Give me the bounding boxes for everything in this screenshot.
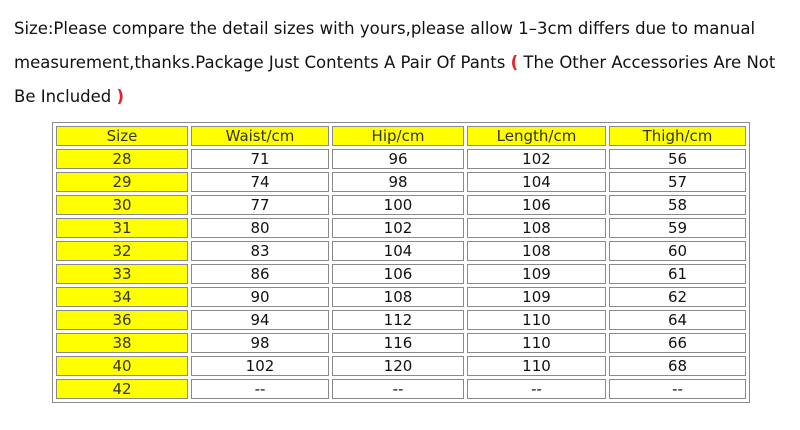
size-cell: 31 (56, 218, 188, 238)
header-waist: Waist/cm (191, 126, 329, 146)
table-row (56, 172, 746, 192)
length-cell: 108 (467, 218, 606, 238)
waist-cell: 90 (191, 287, 329, 307)
size-cell: 36 (56, 310, 188, 330)
size-cell: 40 (56, 356, 188, 376)
intro-main-text: Size:Please compare the detail sizes with yours,please allow 1–3cm differs due to manual measurement,thanks.Package Just Contents A Pair Of Pants (14, 19, 756, 72)
hip-cell: 102 (332, 218, 464, 238)
length-cell: 110 (467, 333, 606, 353)
length-cell: 110 (467, 310, 606, 330)
thigh-cell: 56 (609, 149, 746, 169)
header-hip: Hip/cm (332, 126, 464, 146)
length-cell: 109 (467, 264, 606, 284)
size-intro-text (14, 12, 790, 114)
table-row (56, 356, 746, 376)
intro-paren-open: ( (510, 53, 519, 72)
waist-cell: 102 (191, 356, 329, 376)
thigh-cell: 60 (609, 241, 746, 261)
thigh-cell: 59 (609, 218, 746, 238)
size-cell: 33 (56, 264, 188, 284)
header-size: Size (56, 126, 188, 146)
table-row (56, 310, 746, 330)
length-cell: 106 (467, 195, 606, 215)
hip-cell: 116 (332, 333, 464, 353)
hip-cell: 98 (332, 172, 464, 192)
hip-cell: -- (332, 379, 464, 399)
waist-cell: 86 (191, 264, 329, 284)
thigh-cell: 68 (609, 356, 746, 376)
size-cell: 38 (56, 333, 188, 353)
waist-cell: 77 (191, 195, 329, 215)
size-cell: 30 (56, 195, 188, 215)
hip-cell: 100 (332, 195, 464, 215)
waist-cell: 94 (191, 310, 329, 330)
hip-cell: 108 (332, 287, 464, 307)
length-cell: 109 (467, 287, 606, 307)
waist-cell: 74 (191, 172, 329, 192)
thigh-cell: 62 (609, 287, 746, 307)
hip-cell: 96 (332, 149, 464, 169)
waist-cell: -- (191, 379, 329, 399)
size-chart (52, 122, 750, 403)
size-cell: 29 (56, 172, 188, 192)
hip-cell: 120 (332, 356, 464, 376)
length-cell: 104 (467, 172, 606, 192)
length-cell: 102 (467, 149, 606, 169)
table-row (56, 379, 746, 399)
intro-paren-text: The Other Accessories Are Not Be Included (14, 53, 776, 106)
thigh-cell: -- (609, 379, 746, 399)
waist-cell: 71 (191, 149, 329, 169)
header-thigh: Thigh/cm (609, 126, 746, 146)
waist-cell: 83 (191, 241, 329, 261)
size-cell: 28 (56, 149, 188, 169)
table-row (56, 287, 746, 307)
table-row (56, 264, 746, 284)
waist-cell: 98 (191, 333, 329, 353)
length-cell: -- (467, 379, 606, 399)
hip-cell: 104 (332, 241, 464, 261)
size-cell: 34 (56, 287, 188, 307)
size-table (52, 122, 750, 403)
intro-paren-close: ) (116, 87, 125, 106)
table-row (56, 149, 746, 169)
thigh-cell: 57 (609, 172, 746, 192)
length-cell: 110 (467, 356, 606, 376)
header-length: Length/cm (467, 126, 606, 146)
table-header-row (56, 126, 746, 146)
thigh-cell: 58 (609, 195, 746, 215)
size-cell: 32 (56, 241, 188, 261)
waist-cell: 80 (191, 218, 329, 238)
table-row (56, 241, 746, 261)
size-cell: 42 (56, 379, 188, 399)
hip-cell: 106 (332, 264, 464, 284)
length-cell: 108 (467, 241, 606, 261)
table-row (56, 218, 746, 238)
table-row (56, 195, 746, 215)
thigh-cell: 64 (609, 310, 746, 330)
hip-cell: 112 (332, 310, 464, 330)
thigh-cell: 66 (609, 333, 746, 353)
table-body (56, 149, 746, 399)
thigh-cell: 61 (609, 264, 746, 284)
table-row (56, 333, 746, 353)
